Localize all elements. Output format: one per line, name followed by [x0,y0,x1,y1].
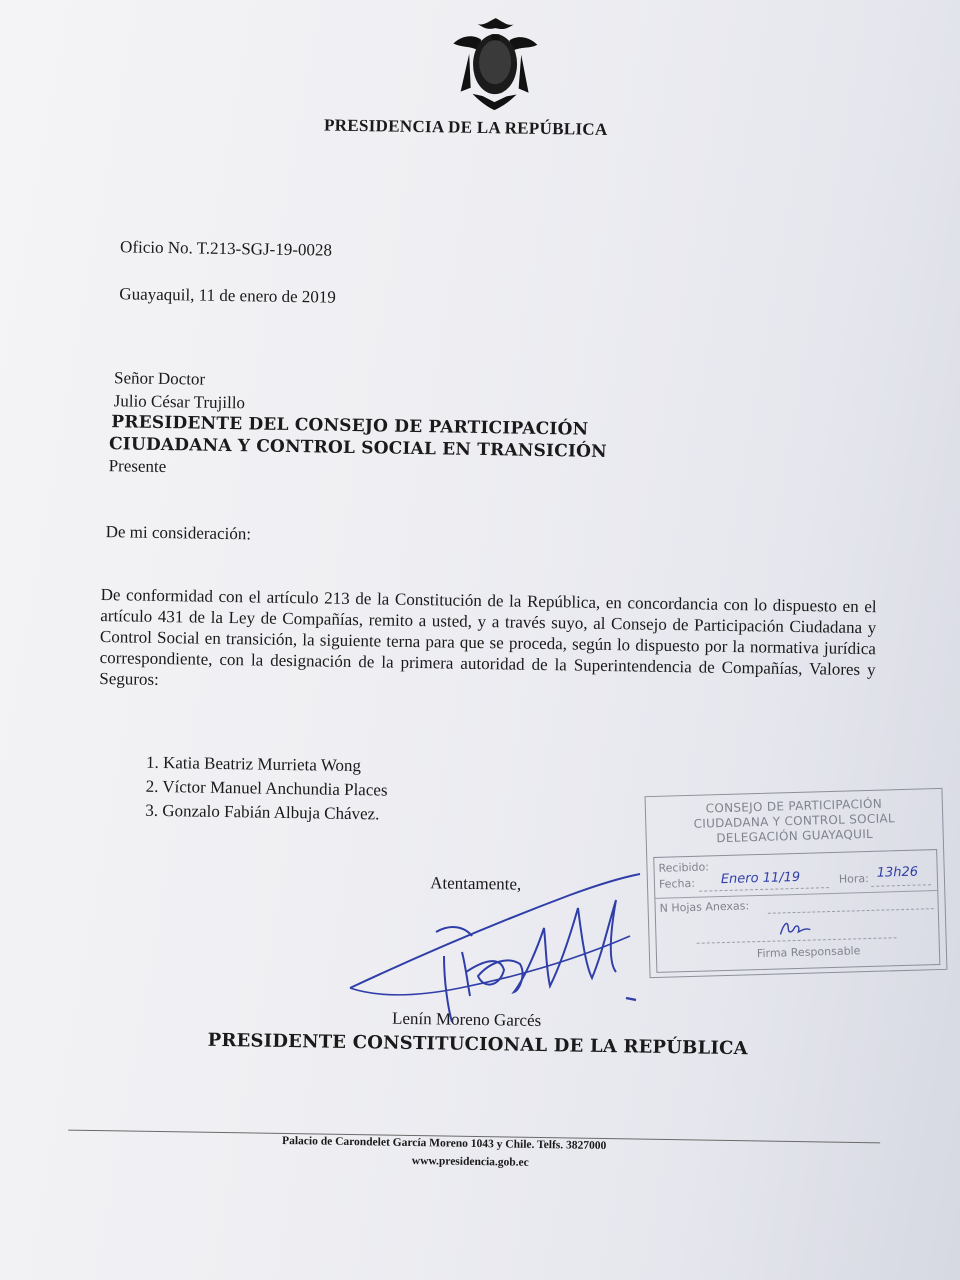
handwritten-signature [340,870,660,1030]
footer-address: Palacio de Carondelet García Moreno 1043 y Chile. Telfs. 3827000 [282,1134,607,1153]
reference-number: Oficio No. T.213-SGJ-19-0028 [119,237,333,260]
recipient-position-line2: CIUDADANA Y CONTROL SOCIAL EN TRANSICIÓN [108,434,607,462]
place-date: Guayaquil, 11 de enero de 2019 [119,284,337,307]
reception-stamp [645,788,948,978]
stamp-org-line: CONSEJO DE PARTICIPACIÓN [705,796,883,816]
stamp-hora-line [871,884,931,887]
stamp-recibido-label: Recibido: [658,860,710,875]
body-paragraph: De conformidad con el artículo 213 de la Constitución de la República, en concordancia con lo dispuesto en el artículo 431 de la Ley de Compañías, remito a usted, y a través suyo, al Consejo de Participación Ciudadana y Control Social en transición, la siguiente terna para que se proceda, según lo dispuesto por la normativa jurídica correspondiente, con la designación de la primera autoridad de la Superintendencia de Compañías, Valores y Seguros: [99,585,877,689]
list-item: 2. Víctor Manuel Anchundia Places [145,776,388,800]
signer-title: PRESIDENTE CONSTITUCIONAL DE LA REPÚBLICA [207,1029,748,1060]
stamp-fecha-line [699,887,829,892]
list-item: 1. Katia Beatriz Murrieta Wong [145,752,362,776]
stamp-divider [655,890,937,899]
stamp-organization [646,795,943,848]
letterhead-title: PRESIDENCIA DE LA REPÚBLICA [323,115,608,139]
stamp-hora-value: 13h26 [876,864,919,881]
stamp-firma-label: Firma Responsable [756,944,861,961]
list-item: 3. Gonzalo Fabián Albuja Chávez. [145,800,380,824]
coat-of-arms-icon [446,13,544,114]
recipient-position-line1: PRESIDENTE DEL CONSEJO DE PARTICIPACIÓN [111,412,589,440]
stamp-fecha-label: Fecha: [658,876,696,891]
stamp-form [653,849,940,973]
stamp-initials-mark [776,915,817,940]
stamp-hojas-line [768,908,934,914]
recipient-presente: Presente [108,456,167,477]
stamp-hojas-label: N Hojas Anexas: [659,899,750,915]
stamp-hora-label: Hora: [838,871,870,886]
recipient-name: Julio César Trujillo [113,391,246,413]
closing: Atentamente, [430,873,522,894]
recipient-title: Señor Doctor [113,368,206,389]
greeting: De mi consideración: [105,522,252,544]
stamp-fecha-value: Enero 11/19 [720,869,801,888]
signer-name: Lenín Moreno Garcés [391,1008,542,1031]
footer-website: www.presidencia.gob.ec [411,1154,529,1169]
stamp-org-line: DELEGACIÓN GUAYAQUIL [716,826,874,846]
stamp-org-line: CIUDADANA Y CONTROL SOCIAL [693,811,896,831]
candidate-list [145,751,388,827]
